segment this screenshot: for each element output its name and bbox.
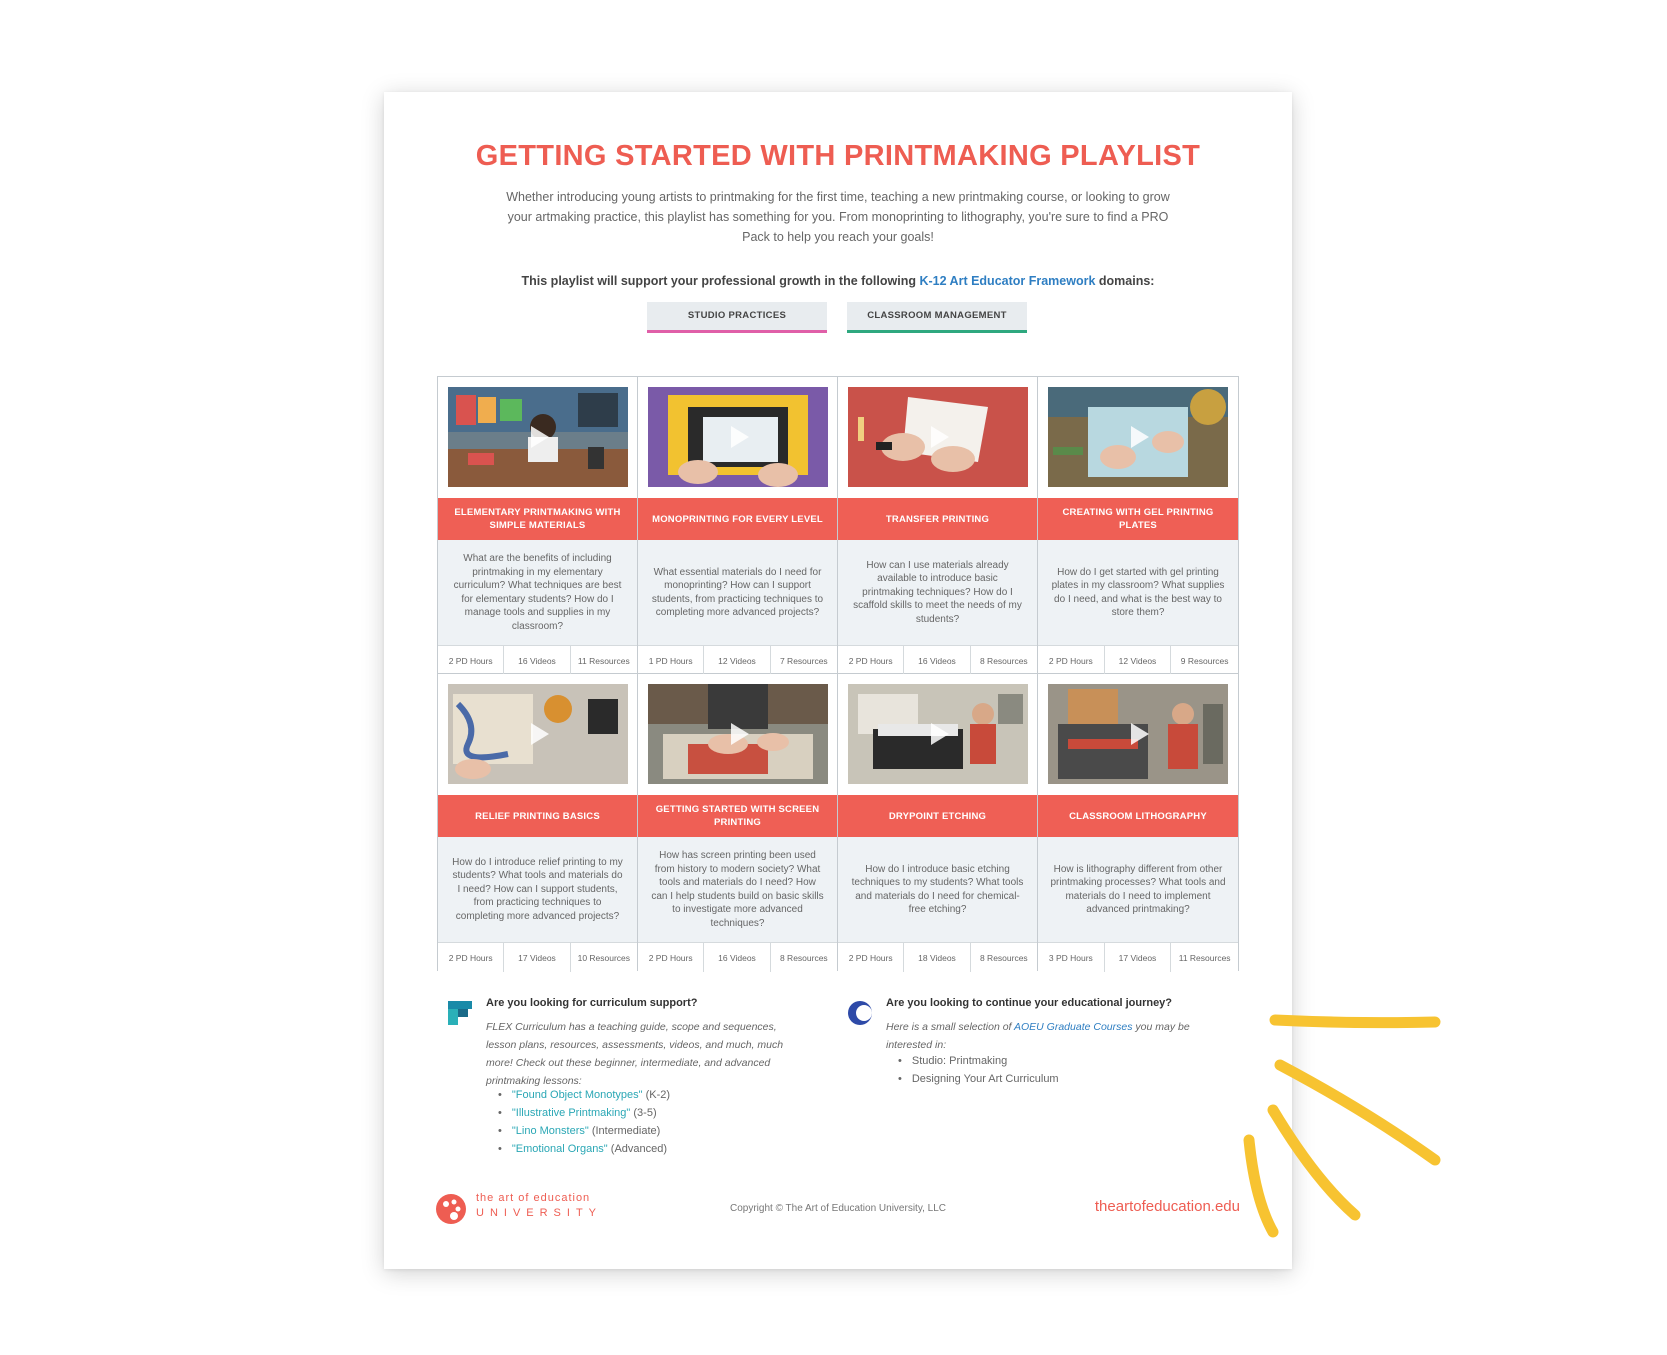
framework-link[interactable]: K-12 Art Educator Framework [919,274,1096,288]
aoeu-graduate-icon [846,999,874,1027]
lesson-level: (3-5) [630,1107,657,1119]
lesson-link[interactable]: "Emotional Organs" [511,1143,608,1155]
resource-count: 10 Resources [577,952,631,963]
play-icon[interactable] [523,422,553,452]
resource-count: 8 Resources [779,952,828,963]
card-title: MONOPRINTING FOR EVERY LEVEL [638,498,837,540]
support-text-before: This playlist will support your professional growth in the following [521,274,920,288]
resource-count: 9 Resources [1180,655,1229,666]
domain-tag-studio-practices: STUDIO PRACTICES [647,302,827,333]
video-thumbnail[interactable] [1048,387,1228,487]
video-count: 17 Videos [1105,943,1172,972]
journey-text-after: you may be interested in: [886,1021,1190,1051]
resource-count: 8 Resources [979,655,1028,666]
play-icon[interactable] [723,422,753,452]
pro-pack-card[interactable] [438,674,638,971]
video-thumbnail[interactable] [1048,684,1228,784]
video-count: 16 Videos [504,646,570,675]
video-thumbnail[interactable] [848,387,1028,487]
journey-question: Are you looking to continue your educational journey? [886,997,1173,1009]
pro-pack-card[interactable] [838,377,1038,674]
card-title: ELEMENTARY PRINTMAKING WITH SIMPLE MATERIALS [438,498,637,540]
lesson-item [498,1104,670,1122]
pro-pack-card[interactable] [1038,377,1238,674]
support-text-after: domains: [1095,274,1155,288]
lesson-item [498,1086,670,1104]
play-icon[interactable] [923,719,953,749]
pd-hours: 2 PD Hours [638,943,704,972]
curriculum-text: FLEX Curriculum has a teaching guide, scope and sequences, lesson plans, resources, assessments, videos, and much, much more! Check out these beginner, intermediate, and advanced printmaking lessons: [486,1021,784,1087]
card-stats [838,942,1037,972]
logo-text-line1: the art of education [476,1192,591,1204]
pro-pack-card[interactable] [438,377,638,674]
resource-count: 7 Resources [779,655,828,666]
pro-pack-card[interactable] [638,674,838,971]
play-icon[interactable] [523,719,553,749]
play-icon[interactable] [923,422,953,452]
resource-count: 11 Resources [1178,952,1231,963]
intro-paragraph: Whether introducing young artists to printmaking for the first time, teaching a new printmaking course, or looking to grow your artmaking practice, this playlist has something for you. From monoprinting to lithography, you're sure to find a PRO Pack to help you reach your goals! [506,190,1170,244]
course-item: • Designing Your Art Curriculum [898,1070,1059,1088]
lesson-link[interactable]: "Lino Monsters" [511,1125,589,1137]
video-thumbnail[interactable] [648,684,828,784]
video-count: 17 Videos [504,943,570,972]
card-title: TRANSFER PRINTING [838,498,1037,540]
course-list [898,1052,1059,1088]
pro-pack-card[interactable] [838,674,1038,971]
card-title: CLASSROOM LITHOGRAPHY [1038,795,1238,837]
copyright-text: Copyright © The Art of Education University, LLC [730,1203,946,1214]
pd-hours: 2 PD Hours [438,943,504,972]
video-thumbnail[interactable] [448,387,628,487]
flex-curriculum-icon [446,999,474,1027]
course-item: • Studio: Printmaking [898,1052,1059,1070]
play-icon[interactable] [1123,719,1153,749]
pd-hours: 3 PD Hours [1038,943,1105,972]
video-count: 16 Videos [704,943,770,972]
pd-hours: 2 PD Hours [1038,646,1105,675]
video-thumbnail[interactable] [648,387,828,487]
play-icon[interactable] [1123,422,1153,452]
card-stats [838,645,1037,675]
video-thumbnail[interactable] [448,684,628,784]
pd-hours: 2 PD Hours [838,646,904,675]
pd-hours: 2 PD Hours [838,943,904,972]
lesson-level: (Intermediate) [588,1125,661,1137]
card-description: How is lithography different from other printmaking processes? What tools and materials do I need to implement advanced printmaking? [1038,837,1238,942]
lesson-link[interactable]: "Illustrative Printmaking" [511,1107,631,1119]
pd-hours: 2 PD Hours [438,646,504,675]
card-title: GETTING STARTED WITH SCREEN PRINTING [638,795,837,837]
card-description: How do I introduce basic etching techniques to my students? What tools and materials do I need for chemical-free etching? [838,837,1037,942]
card-description: How do I get started with gel printing plates in my classroom? What supplies do I need, and what is the best way to store them? [1038,540,1238,645]
lesson-item [498,1122,670,1140]
video-count: 18 Videos [904,943,970,972]
graduate-courses-link[interactable]: AOEU Graduate Courses [1014,1021,1133,1033]
card-stats [638,942,837,972]
card-description: How can I use materials already available to introduce basic printmaking techniques? How do I scaffold skills to meet the needs of my students? [838,540,1037,645]
pro-pack-card[interactable] [1038,674,1238,971]
curriculum-question: Are you looking for curriculum support? [486,997,698,1009]
pd-hours: 1 PD Hours [638,646,704,675]
card-description: What essential materials do I need for monoprinting? How can I support students, from practicing techniques to completing more advanced projects? [638,540,837,645]
card-stats [438,942,637,972]
card-description: How has screen printing been used from history to modern society? What tools and materials do I need? How can I help students build on basic skills to investigate more advanced techniques? [638,837,837,942]
card-title: CREATING WITH GEL PRINTING PLATES [1038,498,1238,540]
video-thumbnail[interactable] [848,684,1028,784]
website-link[interactable]: theartofeducation.edu [1094,1198,1240,1215]
card-stats [438,645,637,675]
lesson-link[interactable]: "Found Object Monotypes" [511,1089,643,1101]
decorative-rays [1235,1010,1495,1240]
video-count: 16 Videos [904,646,970,675]
journey-text [886,1018,1216,1054]
journey-text-before: Here is a small selection of [886,1021,1014,1033]
pro-pack-grid [437,376,1239,971]
lesson-list [498,1086,670,1158]
lesson-level: (K-2) [642,1089,671,1101]
domain-tag-classroom-management: CLASSROOM MANAGEMENT [847,302,1027,333]
video-count: 12 Videos [1105,646,1172,675]
lesson-level: (Advanced) [607,1143,668,1155]
card-description: How do I introduce relief printing to my students? What tools and materials do I need? How can I support students, from practicing techniques to completing more advanced projects? [438,837,637,942]
card-stats [1038,645,1238,675]
card-stats [1038,942,1238,972]
video-count: 12 Videos [704,646,770,675]
logo-text-line2: UNIVERSITY [476,1207,603,1219]
printable-playlist-sheet [384,92,1292,1269]
resource-count: 11 Resources [577,655,630,666]
card-description: What are the benefits of including printmaking in my elementary curriculum? What techniques are best for elementary students? How do I manage tools and supplies in my classroom? [438,540,637,645]
play-icon[interactable] [723,719,753,749]
card-stats [638,645,837,675]
resource-count: 8 Resources [979,952,1028,963]
framework-support-line [384,274,1292,288]
lesson-item [498,1140,670,1158]
pro-pack-card[interactable] [638,377,838,674]
card-title: DRYPOINT ETCHING [838,795,1037,837]
page-title: GETTING STARTED WITH PRINTMAKING PLAYLIST [475,140,1201,172]
card-title: RELIEF PRINTING BASICS [438,795,637,837]
